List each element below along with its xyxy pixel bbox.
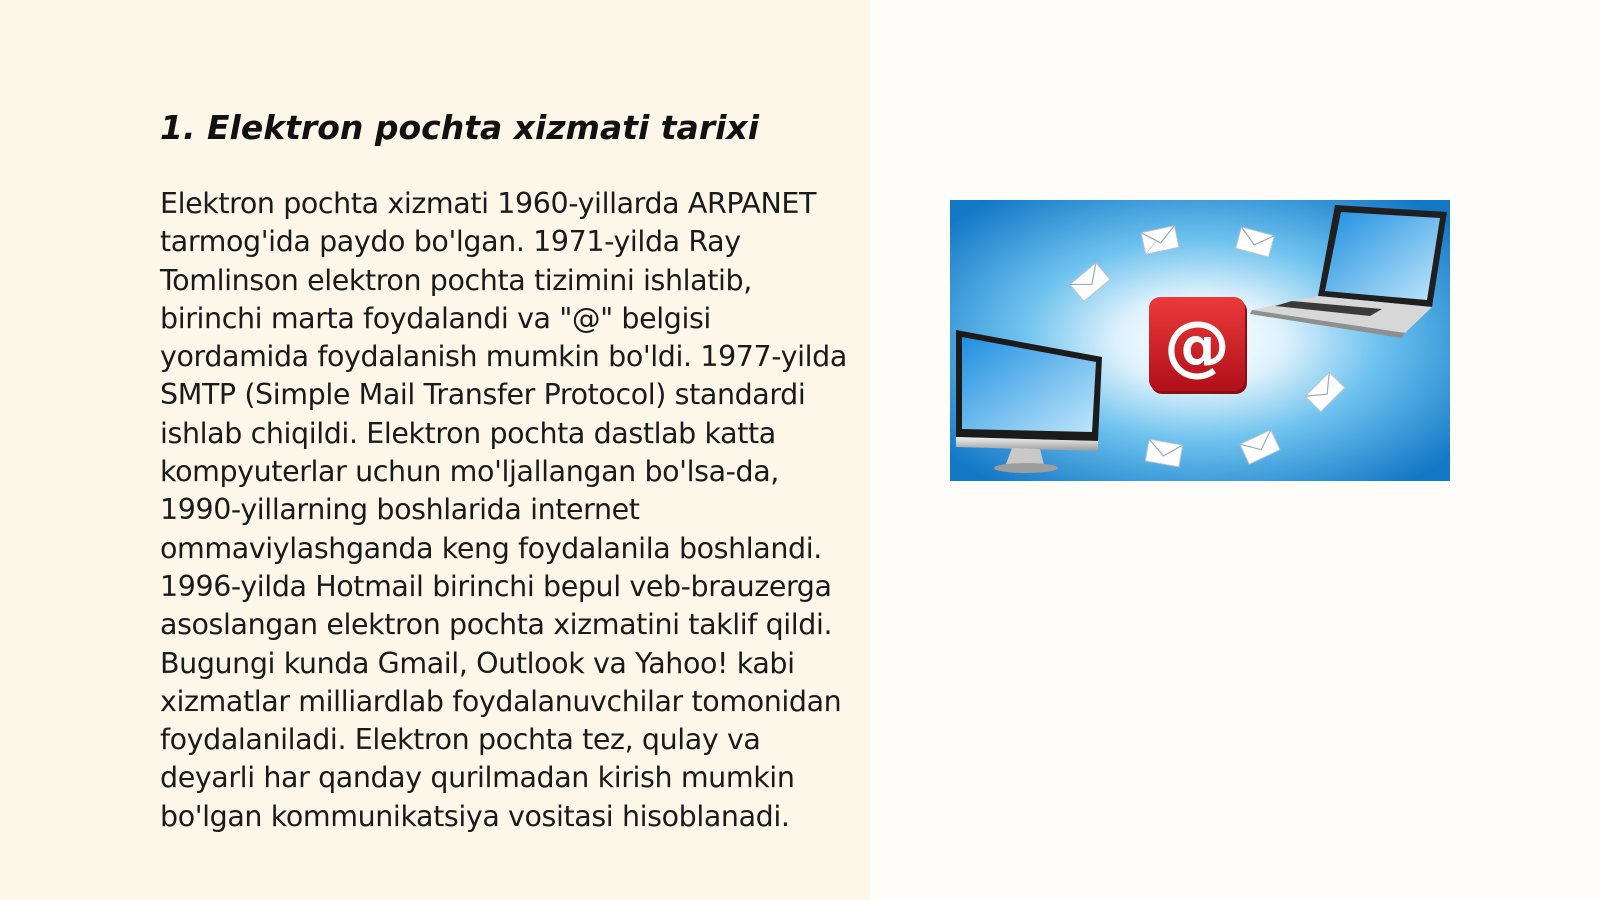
- email-illustration: [950, 200, 1450, 481]
- at-symbol: @: [1164, 307, 1230, 384]
- at-sign-icon: [1149, 297, 1247, 394]
- slide-title: 1. Elektron pochta xizmati tarixi: [160, 108, 760, 147]
- slide-body-text: Elektron pochta xizmati 1960-yillarda ARPANET tarmog'ida paydo bo'lgan. 1971-yilda Ray Tomlinson elektron pochta tizimini ishlatib, birinchi marta foydalandi va "@" belgisi yordamida foydalanish mumkin bo'ldi. 1977-yilda SMTP (Simple Mail Transfer Protocol) standardi ishlab chiqildi. Elektron pochta dastlab katta kompyuterlar uchun mo'ljallangan bo'lsa-da, 1990-yillarning boshlarida internet ommaviylashganda keng foydalanila boshlandi. 1996-yilda Hotmail birinchi bepul veb-brauzerga asoslangan elektron pochta xizmatini taklif qildi. Bugungi kunda Gmail, Outlook va Yahoo! kabi xizmatlar milliardlab foydalanuvchilar tomonidan foydalaniladi. Elektron pochta tez, qulay va deyarli har qanday qurilmadan kirish mumkin bo'lgan kommunikatsiya vositasi hisoblanadi.: [160, 187, 847, 833]
